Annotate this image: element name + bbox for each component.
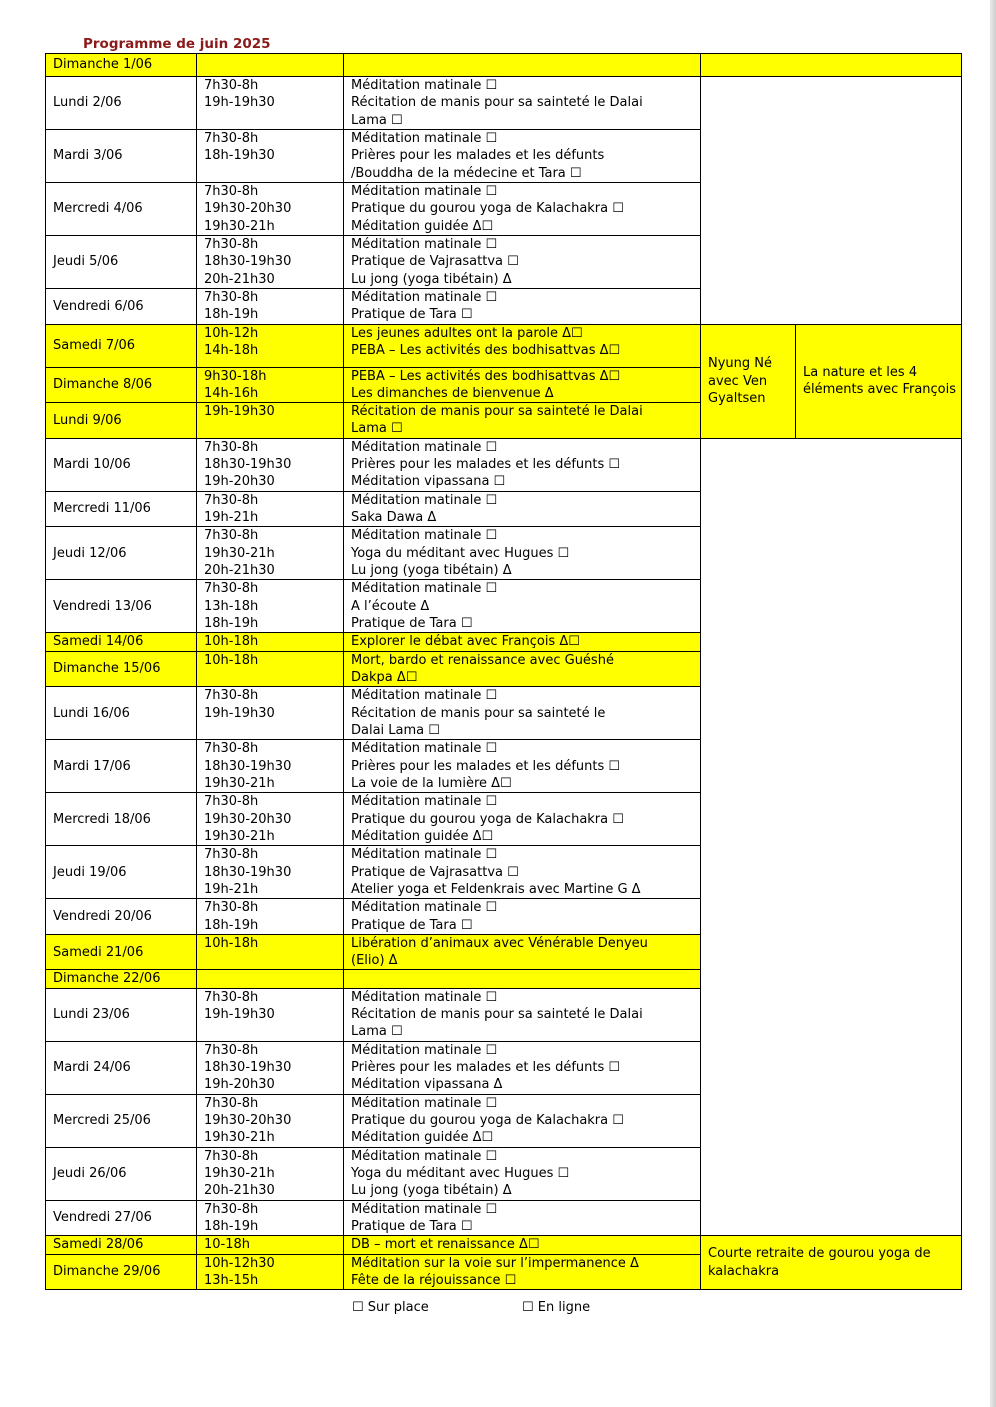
time-cell xyxy=(197,236,344,289)
activity-line: Les dimanches de bienvenue Δ xyxy=(351,385,554,401)
day-cell: Dimanche 8/06 xyxy=(46,367,197,403)
activity-cell xyxy=(344,988,701,1041)
time-slot: 7h30-8h xyxy=(204,794,259,810)
time-cell xyxy=(197,1254,344,1290)
table-row xyxy=(46,1236,962,1254)
table-row xyxy=(46,324,962,367)
activity-cell xyxy=(344,527,701,580)
day-cell: Jeudi 5/06 xyxy=(46,236,197,289)
table-row xyxy=(46,77,962,130)
time-slot: 7h30-8h xyxy=(204,741,259,757)
day-cell: Mercredi 4/06 xyxy=(46,183,197,236)
activity-line: La voie de la lumière Δ☐ xyxy=(351,775,512,791)
activity-line: Méditation vipassana Δ xyxy=(351,1077,503,1093)
activity-line: Pratique de Tara ☐ xyxy=(351,917,473,933)
activity-cell xyxy=(344,438,701,491)
activity-cell xyxy=(344,1236,701,1254)
activity-cell xyxy=(344,183,701,236)
legend xyxy=(352,1300,591,1315)
retraite-note: Courte retraite de gourou yoga de kalachakra xyxy=(701,1236,962,1290)
time-cell xyxy=(197,651,344,687)
nyung-ne-note: Nyung Né avec Ven Gyaltsen xyxy=(701,324,796,438)
activity-line: Méditation sur la voie sur l’impermanence Δ xyxy=(351,1255,639,1271)
time-slot: 18h-19h xyxy=(204,917,259,933)
time-slot: 19h30-20h30 xyxy=(204,1113,292,1129)
activity-line: Méditation matinale ☐ xyxy=(351,794,498,810)
activity-cell xyxy=(344,793,701,846)
time-slot: 7h30-8h xyxy=(204,581,259,597)
day-cell: Mercredi 11/06 xyxy=(46,491,197,527)
time-slot: 7h30-8h xyxy=(204,688,259,704)
activity-line: Prières pour les malades et les défunts xyxy=(351,148,605,164)
day-cell: Vendredi 6/06 xyxy=(46,289,197,325)
time-slot: 10h-18h xyxy=(204,634,259,650)
time-slot: 18h30-19h30 xyxy=(204,758,292,774)
time-slot: 7h30-8h xyxy=(204,131,259,146)
time-slot: 14h-18h xyxy=(204,342,259,358)
time-slot: 19h30-21h xyxy=(204,218,275,234)
activity-line: Pratique du gourou yoga de Kalachakra ☐ xyxy=(351,1113,624,1129)
activity-cell xyxy=(344,970,701,988)
time-cell xyxy=(197,934,344,970)
activity-cell xyxy=(344,1094,701,1147)
time-slot: 7h30-8h xyxy=(204,492,259,508)
activity-cell xyxy=(344,633,701,651)
time-cell xyxy=(197,580,344,633)
time-cell xyxy=(197,491,344,527)
time-slot: 13h-15h xyxy=(204,1272,259,1288)
activity-line: PEBA – Les activités des bodhisattvas Δ☐ xyxy=(351,342,621,358)
activity-line: Pratique du gourou yoga de Kalachakra ☐ xyxy=(351,811,624,827)
time-cell xyxy=(197,438,344,491)
activity-line: Méditation matinale ☐ xyxy=(351,1201,498,1217)
time-cell xyxy=(197,1041,344,1094)
activity-line: Récitation de manis pour sa sainteté le xyxy=(351,705,606,721)
activity-line: Lu jong (yoga tibétain) Δ xyxy=(351,562,512,578)
time-cell xyxy=(197,1236,344,1254)
day-cell: Dimanche 22/06 xyxy=(46,970,197,988)
time-cell xyxy=(197,403,344,439)
activity-cell xyxy=(344,899,701,935)
day-cell: Lundi 2/06 xyxy=(46,77,197,130)
day-cell: Dimanche 29/06 xyxy=(46,1254,197,1290)
activity-line: Mort, bardo et renaissance avec Guéshé xyxy=(351,652,614,668)
activity-line: Méditation matinale ☐ xyxy=(351,1095,498,1111)
time-cell xyxy=(197,324,344,367)
day-cell: Lundi 9/06 xyxy=(46,403,197,439)
time-slot: 7h30-8h xyxy=(204,237,259,252)
time-slot: 10h-18h xyxy=(204,652,259,668)
activity-line: Méditation matinale ☐ xyxy=(351,237,498,252)
time-slot: 13h-18h xyxy=(204,598,259,614)
activity-line: Méditation matinale ☐ xyxy=(351,581,498,597)
time-slot: 20h-21h30 xyxy=(204,1183,275,1199)
activity-cell xyxy=(344,651,701,687)
activity-line: Méditation matinale ☐ xyxy=(351,847,498,863)
activity-line: Méditation matinale ☐ xyxy=(351,184,498,199)
notes-cell xyxy=(701,54,962,77)
activity-line: Méditation matinale ☐ xyxy=(351,131,498,146)
time-cell xyxy=(197,77,344,130)
activity-line: Méditation matinale ☐ xyxy=(351,989,498,1005)
activity-line: Méditation matinale ☐ xyxy=(351,290,498,305)
day-cell: Mercredi 18/06 xyxy=(46,793,197,846)
activity-line: Pratique de Vajrasattva ☐ xyxy=(351,864,519,880)
activity-cell xyxy=(344,289,701,325)
activity-line: DB – mort et renaissance Δ☐ xyxy=(351,1237,540,1253)
activity-line: Prières pour les malades et les défunts ☐ xyxy=(351,758,621,774)
time-slot: 18h-19h xyxy=(204,307,259,323)
activity-line: Prières pour les malades et les défunts ☐ xyxy=(351,1060,621,1076)
time-slot: 19h-21h xyxy=(204,881,259,897)
time-cell xyxy=(197,527,344,580)
time-cell xyxy=(197,970,344,988)
time-slot: 19h30-21h xyxy=(204,1166,275,1182)
time-slot: 19h-20h30 xyxy=(204,1077,275,1093)
activity-line: Récitation de manis pour sa sainteté le Dalai xyxy=(351,95,643,111)
time-slot: 18h-19h xyxy=(204,615,259,631)
day-cell: Samedi 21/06 xyxy=(46,934,197,970)
activity-line: Méditation matinale ☐ xyxy=(351,741,498,757)
day-cell: Samedi 14/06 xyxy=(46,633,197,651)
activity-line: Fête de la réjouissance ☐ xyxy=(351,1272,517,1288)
time-cell xyxy=(197,633,344,651)
activity-line: Méditation matinale ☐ xyxy=(351,1148,498,1164)
time-slot: 7h30-8h xyxy=(204,1201,259,1217)
table-row xyxy=(46,54,962,77)
activity-line: Explorer le débat avec François Δ☐ xyxy=(351,634,580,650)
activity-line: Méditation guidée Δ☐ xyxy=(351,828,494,844)
notes-cell xyxy=(701,77,962,325)
time-slot: 7h30-8h xyxy=(204,78,259,93)
activity-cell xyxy=(344,403,701,439)
day-cell: Vendredi 27/06 xyxy=(46,1200,197,1236)
activity-line: Méditation matinale ☐ xyxy=(351,688,498,704)
page-title: Programme de juin 2025 xyxy=(83,36,271,52)
time-cell xyxy=(197,1147,344,1200)
day-cell: Mardi 17/06 xyxy=(46,740,197,793)
time-slot: 18h-19h xyxy=(204,1219,259,1235)
activity-cell xyxy=(344,236,701,289)
legend-onsite: ☐ Sur place xyxy=(352,1300,429,1315)
time-slot: 7h30-8h xyxy=(204,184,259,199)
activity-cell xyxy=(344,324,701,367)
activity-line: (Elio) Δ xyxy=(351,953,398,969)
time-slot: 7h30-8h xyxy=(204,1042,259,1058)
activity-line: Méditation matinale ☐ xyxy=(351,900,498,916)
activity-line: Dalai Lama ☐ xyxy=(351,722,440,738)
activity-line: Méditation vipassana ☐ xyxy=(351,474,506,490)
time-cell xyxy=(197,899,344,935)
activity-line: Pratique de Vajrasattva ☐ xyxy=(351,254,519,270)
time-cell xyxy=(197,846,344,899)
activity-line: Lama ☐ xyxy=(351,112,403,128)
time-slot: 10-18h xyxy=(204,1237,251,1253)
day-cell: Jeudi 12/06 xyxy=(46,527,197,580)
time-slot: 19h30-21h xyxy=(204,545,275,561)
day-cell: Mardi 3/06 xyxy=(46,130,197,183)
day-cell: Lundi 23/06 xyxy=(46,988,197,1041)
day-cell: Vendredi 13/06 xyxy=(46,580,197,633)
time-cell xyxy=(197,988,344,1041)
activity-cell xyxy=(344,1041,701,1094)
time-slot: 10h-18h xyxy=(204,935,259,951)
time-slot: 7h30-8h xyxy=(204,900,259,916)
time-cell xyxy=(197,130,344,183)
time-slot: 19h-21h xyxy=(204,510,259,526)
time-cell xyxy=(197,183,344,236)
activity-cell xyxy=(344,54,701,77)
activity-line: Méditation matinale ☐ xyxy=(351,528,498,544)
activity-line: Méditation matinale ☐ xyxy=(351,1042,498,1058)
time-slot: 10h-12h30 xyxy=(204,1255,275,1271)
activity-line: Pratique de Tara ☐ xyxy=(351,307,473,323)
time-slot: 14h-16h xyxy=(204,385,259,401)
activity-line: Prières pour les malades et les défunts ☐ xyxy=(351,457,621,473)
activity-line: Les jeunes adultes ont la parole Δ☐ xyxy=(351,325,583,341)
activity-line: Méditation matinale ☐ xyxy=(351,439,498,455)
day-cell: Lundi 16/06 xyxy=(46,687,197,740)
activity-cell xyxy=(344,1200,701,1236)
time-slot: 18h30-19h30 xyxy=(204,1060,292,1076)
day-cell: Dimanche 1/06 xyxy=(46,54,197,77)
activity-line: Pratique du gourou yoga de Kalachakra ☐ xyxy=(351,201,624,217)
activity-cell xyxy=(344,367,701,403)
activity-cell xyxy=(344,1147,701,1200)
time-slot: 19h-19h30 xyxy=(204,1007,275,1023)
time-slot: 18h30-19h30 xyxy=(204,864,292,880)
day-cell: Samedi 7/06 xyxy=(46,324,197,367)
time-cell xyxy=(197,740,344,793)
day-cell: Mardi 24/06 xyxy=(46,1041,197,1094)
activity-line: Lu jong (yoga tibétain) Δ xyxy=(351,271,512,287)
time-cell xyxy=(197,289,344,325)
time-slot: 19h30-21h xyxy=(204,775,275,791)
activity-line: Lama ☐ xyxy=(351,1024,403,1040)
activity-cell xyxy=(344,934,701,970)
time-slot: 19h30-20h30 xyxy=(204,811,292,827)
time-slot: 7h30-8h xyxy=(204,290,259,305)
activity-line: Méditation guidée Δ☐ xyxy=(351,218,494,234)
activity-cell xyxy=(344,687,701,740)
time-cell xyxy=(197,54,344,77)
activity-cell xyxy=(344,491,701,527)
day-cell: Vendredi 20/06 xyxy=(46,899,197,935)
time-slot: 7h30-8h xyxy=(204,528,259,544)
time-slot: 18h-19h30 xyxy=(204,148,275,164)
activity-line: Pratique de Tara ☐ xyxy=(351,1219,473,1235)
activity-line: Libération d’animaux avec Vénérable Denyeu xyxy=(351,935,648,951)
activity-line: Récitation de manis pour sa sainteté le Dalai xyxy=(351,404,643,420)
activity-line: Saka Dawa Δ xyxy=(351,510,437,526)
day-cell: Dimanche 15/06 xyxy=(46,651,197,687)
activity-line: Récitation de manis pour sa sainteté le Dalai xyxy=(351,1007,643,1023)
notes-cell xyxy=(701,438,962,1236)
day-cell: Mercredi 25/06 xyxy=(46,1094,197,1147)
activity-line: Lama ☐ xyxy=(351,421,403,437)
page-edge-shadow xyxy=(990,0,996,1407)
activity-cell xyxy=(344,130,701,183)
time-slot: 19h30-20h30 xyxy=(204,201,292,217)
time-cell xyxy=(197,1200,344,1236)
activity-line: Méditation matinale ☐ xyxy=(351,492,498,508)
activity-line: Yoga du méditant avec Hugues ☐ xyxy=(351,1166,570,1182)
nature-note: La nature et les 4 éléments avec François xyxy=(796,324,962,438)
activity-cell xyxy=(344,1254,701,1290)
activity-line: Pratique de Tara ☐ xyxy=(351,615,473,631)
time-slot: 7h30-8h xyxy=(204,1095,259,1111)
time-slot: 10h-12h xyxy=(204,325,259,341)
time-slot: 19h-20h30 xyxy=(204,474,275,490)
activity-cell xyxy=(344,740,701,793)
activity-line: Yoga du méditant avec Hugues ☐ xyxy=(351,545,570,561)
activity-line: Dakpa Δ☐ xyxy=(351,669,418,685)
time-slot: 9h30-18h xyxy=(204,368,267,384)
time-slot: 19h-19h30 xyxy=(204,404,275,420)
day-cell: Mardi 10/06 xyxy=(46,438,197,491)
activity-line: /Bouddha de la médecine et Tara ☐ xyxy=(351,165,582,181)
time-cell xyxy=(197,1094,344,1147)
activity-cell xyxy=(344,846,701,899)
time-slot: 7h30-8h xyxy=(204,989,259,1005)
activity-line: Méditation matinale ☐ xyxy=(351,78,498,93)
time-slot: 20h-21h30 xyxy=(204,562,275,578)
table-row xyxy=(46,438,962,491)
time-cell xyxy=(197,687,344,740)
time-slot: 18h30-19h30 xyxy=(204,254,292,270)
activity-line: A l’écoute Δ xyxy=(351,598,430,614)
day-cell: Jeudi 19/06 xyxy=(46,846,197,899)
activity-line: Méditation guidée Δ☐ xyxy=(351,1130,494,1146)
time-slot: 19h-19h30 xyxy=(204,95,275,111)
time-slot: 7h30-8h xyxy=(204,847,259,863)
time-slot: 19h-19h30 xyxy=(204,705,275,721)
time-slot: 19h30-21h xyxy=(204,1130,275,1146)
schedule-table xyxy=(45,53,962,1290)
time-cell xyxy=(197,793,344,846)
time-slot: 7h30-8h xyxy=(204,439,259,455)
day-cell: Samedi 28/06 xyxy=(46,1236,197,1254)
activity-cell xyxy=(344,580,701,633)
activity-cell xyxy=(344,77,701,130)
activity-line: Atelier yoga et Feldenkrais avec Martine G Δ xyxy=(351,881,641,897)
time-slot: 7h30-8h xyxy=(204,1148,259,1164)
time-cell xyxy=(197,367,344,403)
legend-online: ☐ En ligne xyxy=(522,1300,591,1315)
time-slot: 19h30-21h xyxy=(204,828,275,844)
day-cell: Jeudi 26/06 xyxy=(46,1147,197,1200)
time-slot: 20h-21h30 xyxy=(204,271,275,287)
activity-line: Lu jong (yoga tibétain) Δ xyxy=(351,1183,512,1199)
time-slot: 18h30-19h30 xyxy=(204,457,292,473)
activity-line: PEBA – Les activités des bodhisattvas Δ☐ xyxy=(351,368,621,384)
